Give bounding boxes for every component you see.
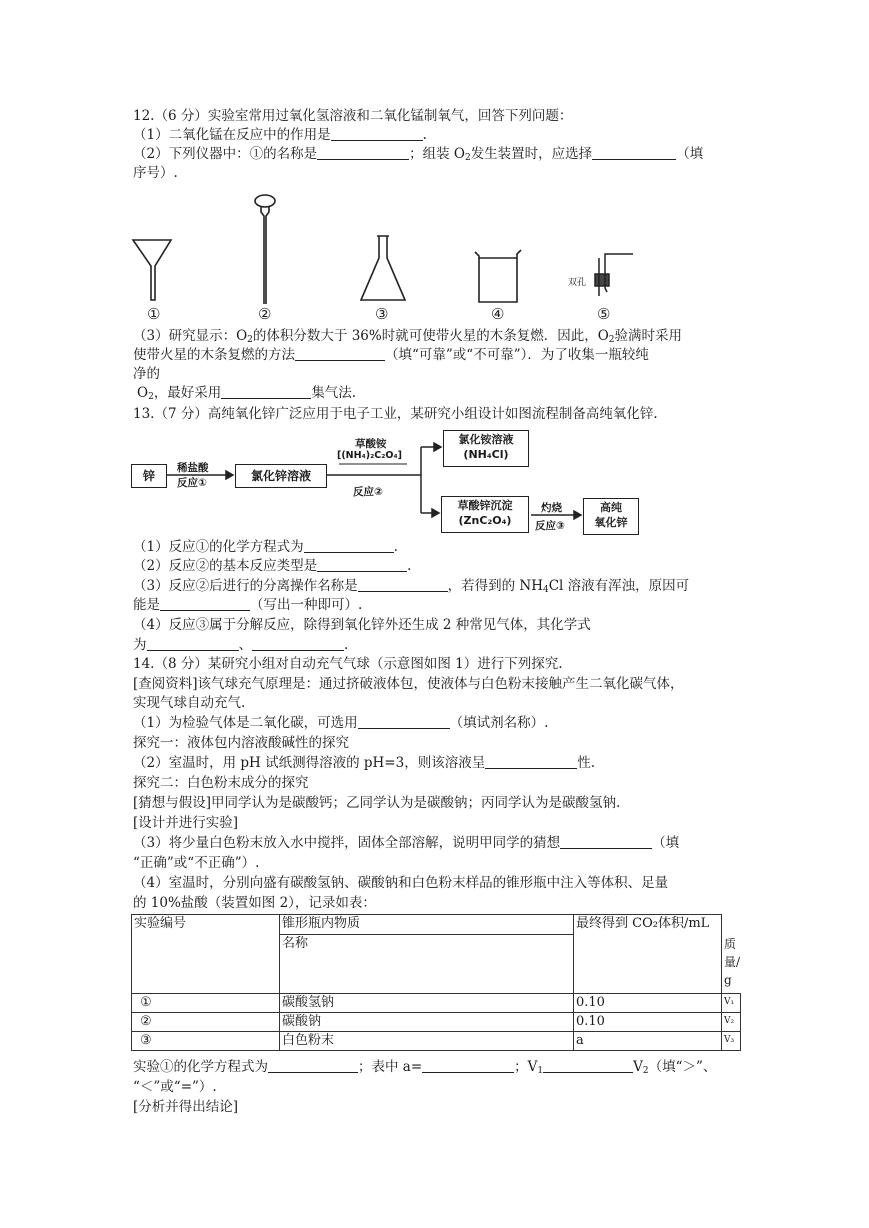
apparatus-figure (125, 188, 645, 333)
q14-p5-text: 实验①的化学方程式为 (133, 1059, 268, 1075)
q14-guess (133, 794, 620, 812)
q12-p2-blank2[interactable] (592, 145, 676, 160)
stopper-label: 双孔 (568, 278, 587, 288)
q13-p4-blank2[interactable] (252, 636, 344, 651)
row3-no: ③ (132, 1032, 280, 1051)
flow-zno2: 氧化锌 (594, 516, 628, 529)
row3-mass: a (574, 1032, 722, 1051)
flow-zncl2-box: 氯化锌溶液 (235, 464, 327, 488)
q13-part2 (133, 557, 411, 575)
q13-p4-text: （4）反应③属于分解反应，除得到氧化锌外还生成 2 种常见气体，其化学式 (133, 617, 591, 633)
q12-p3-text9: 集气法. (311, 385, 357, 401)
q14-p5-text4: V (633, 1059, 643, 1075)
flow-arrows (131, 430, 651, 540)
q13-p3-sub: 4 (542, 585, 549, 595)
q12-part2 (133, 145, 703, 167)
flow-znc2o4-formula: (ZnC₂O₄) (458, 514, 512, 527)
beaker-icon (475, 250, 521, 302)
q12-p2-text3: 发生装置时，应选择 (470, 146, 593, 162)
q14-analysis (133, 1098, 238, 1116)
flowchart (131, 430, 651, 540)
q12-p2-sub: 2 (464, 153, 471, 163)
q14-part4 (133, 874, 668, 892)
q12-p2-text5: 序号）. (133, 165, 178, 181)
th-flask-substance: 锥形瓶内物质 (280, 915, 574, 935)
q13-stem-text: 13.（7 分）高纯氧化锌广泛应用于电子工业，某研究小组设计如图流程制备高纯氧化锌. (133, 406, 658, 422)
q13-p3-blank1[interactable] (358, 577, 448, 592)
q12-p2-text4: （填 (676, 146, 704, 162)
q13-p4-text3: 、 (238, 637, 252, 653)
label-4: ④ (491, 305, 505, 323)
flow-nh4cl-formula: (NH₄Cl) (463, 448, 509, 461)
q14-ex2-text: 探究二：白色粉末成分的探究 (133, 775, 309, 791)
q12-part3-cont2 (133, 365, 160, 383)
q12-p3-text3: 验满时采用 (614, 328, 683, 344)
q14-p5-text3: ；V (514, 1059, 538, 1075)
q13-p3-text4: 能是 (133, 597, 160, 613)
q13-p2-blank[interactable] (317, 557, 407, 572)
flow-nh4cl: 氯化铵溶液 (458, 433, 514, 446)
conical-flask-icon (361, 236, 405, 300)
q14-info2-text: 实现气球自动充气. (133, 695, 246, 711)
q14-p4-text: （4）室温时，分别向盛有碳酸氢钠、碳酸钠和白色粉末样品的锥形瓶中注入等体积、足量 (133, 875, 669, 891)
q14-p5-text6: “＜”或“=”）. (133, 1079, 217, 1095)
q12-p3-text7: O (137, 385, 149, 401)
results-table (131, 914, 741, 1051)
q14-p5-blank3[interactable] (543, 1058, 633, 1073)
q14-p1-blank[interactable] (358, 714, 450, 729)
row2-vol: V₂ (722, 1013, 741, 1032)
row3-vol: V₃ (722, 1032, 741, 1051)
th-exp-no: 实验编号 (132, 915, 280, 994)
row3-name: 白色粉末 (280, 1032, 574, 1051)
two-hole-stopper-icon (595, 254, 633, 296)
q13-p1-blank[interactable] (304, 538, 394, 553)
q13-p4-end: . (344, 637, 349, 653)
label-2: ② (258, 305, 272, 323)
q12-p2-text2: ；组装 O (409, 146, 465, 162)
q14-p1-end: （填试剂名称）. (449, 715, 549, 731)
q14-p3-text: （3）将少量白色粉末放入水中搅拌，固体全部溶解，说明甲同学的猜想 (133, 835, 561, 851)
q12-part2-cont (133, 164, 178, 182)
q12-p2-text: （2）下列仪器中：①的名称是 (133, 146, 318, 162)
q12-p2-blank1[interactable] (317, 145, 409, 160)
q14-p5-text5: （填“＞”、 (648, 1059, 717, 1075)
q13-part4-cont (133, 636, 348, 654)
q12-p3-sub3: 2 (148, 392, 154, 402)
q14-p2-end: 性. (577, 755, 595, 771)
q13-p3-text5: （写出一种即可）. (250, 597, 363, 613)
q14-info1-text: [查阅资料]该气球充气原理是：通过挤破液体包，使液体与白色粉末接触产生二氧化碳气体， (133, 676, 684, 692)
q14-part3-cont (133, 854, 259, 872)
q12-p3-text5: （填“可靠”或“不可靠”）．为了收集一瓶较纯 (385, 347, 649, 363)
th-mass: 质量/g (722, 915, 741, 994)
q14-part4-cont (133, 894, 376, 912)
q12-p1-text: （1）二氧化锰在反应中的作用是 (133, 127, 331, 143)
q13-p3-text2: ，若得到的 NH (447, 578, 543, 594)
q13-part1 (133, 538, 398, 556)
table-row (132, 1032, 741, 1051)
label-3: ③ (375, 305, 389, 323)
row1-mass: 0.10 (574, 994, 722, 1013)
q14-part3 (133, 834, 679, 852)
q14-ex1-text: 探究一：液体包内溶液酸碱性的探究 (133, 735, 349, 751)
q13-p4-blank1[interactable] (147, 636, 239, 651)
q14-part2 (133, 754, 595, 772)
q12-part1 (133, 126, 427, 144)
q12-p3-text6: 净的 (133, 366, 160, 382)
q14-p3-blank[interactable] (560, 834, 652, 849)
row1-vol: V₁ (722, 994, 741, 1013)
q14-explore1 (133, 734, 349, 752)
q14-p4-text2: 的 10%盐酸（装置如图 2），记录如表： (133, 895, 376, 911)
q13-p3-text3: Cl 溶液有浑浊，原因可 (548, 578, 690, 594)
q14-info1 (133, 675, 684, 693)
q12-part3-cont (133, 346, 649, 364)
flow-znc2o4: 草酸锌沉淀 (457, 499, 513, 512)
q14-p5-text2: ；表中 a= (358, 1059, 423, 1075)
table-row (132, 1013, 741, 1032)
q14-guess-text: [猜想与假设]甲同学认为是碳酸钙；乙同学认为是碳酸钠；丙同学认为是碳酸氢钠. (133, 795, 621, 811)
q12-p3-text2: 的体积分数大于 36%时就可使带火星的木条复燃．因此，O (252, 328, 609, 344)
q14-p5-sub1: 1 (537, 1066, 544, 1076)
q13-p2-end: . (407, 558, 412, 574)
flow-burn: 灼烧 (541, 502, 562, 514)
row2-mass: 0.10 (574, 1013, 722, 1032)
q12-p1-blank[interactable] (331, 126, 423, 141)
table-row (132, 994, 741, 1013)
flow-r1: 反应① (177, 477, 207, 489)
flow-zno1: 高纯 (600, 501, 622, 514)
q13-p4-text2: 为 (133, 637, 147, 653)
q14-part5 (133, 1058, 716, 1080)
q14-p2-blank[interactable] (485, 754, 577, 769)
flow-r3: 反应③ (535, 520, 565, 532)
q14-p3-text3: “正确”或“不正确”）. (133, 855, 260, 871)
q12-p3-text: （3）研究显示：O (133, 328, 248, 344)
q12-p3-text4: 使带火星的木条复燃的方法 (133, 347, 295, 363)
row2-no: ② (132, 1013, 280, 1032)
flow-oxalate-formula: [(NH₄)₂C₂O₄] (337, 450, 402, 461)
label-5: ⑤ (597, 305, 611, 323)
q12-p3-sub2: 2 (608, 335, 615, 345)
q12-p3-blank2[interactable] (221, 384, 311, 399)
q14-design-text: [设计并进行实验] (133, 815, 239, 831)
row1-name: 碳酸氢钠 (280, 994, 574, 1013)
q13-p2-text: （2）反应②的基本反应类型是 (133, 558, 318, 574)
q14-p5-blank2[interactable] (422, 1058, 514, 1073)
label-1: ① (147, 305, 161, 323)
funnel-icon (133, 240, 171, 300)
q14-part5-cont (133, 1078, 217, 1096)
q14-explore2 (133, 774, 309, 792)
q13-p3-text: （3）反应②后进行的分离操作名称是 (133, 578, 358, 594)
q14-p5-blank1[interactable] (268, 1058, 358, 1073)
row1-no: ① (132, 994, 280, 1013)
q13-stem (133, 405, 658, 423)
q14-part1 (133, 714, 548, 732)
q12-stem (133, 107, 572, 125)
q14-p3-text2: （填 (652, 835, 680, 851)
q13-part3-cont (133, 596, 362, 614)
q12-p3-text8: ，最好采用 (153, 385, 222, 401)
q14-analysis-text: [分析并得出结论] (133, 1099, 239, 1115)
q13-p1-end: . (393, 539, 398, 555)
q12-p1-end: . (422, 127, 427, 143)
q14-p1-text: （1）为检验气体是二氧化碳，可选用 (133, 715, 358, 731)
row2-name: 碳酸钠 (280, 1013, 574, 1032)
q14-design (133, 814, 238, 832)
q14-info2 (133, 694, 245, 712)
q13-p3-blank2[interactable] (160, 596, 250, 611)
q12-part3-cont3 (137, 384, 356, 406)
q14-stem-text: 14.（8 分）某研究小组对自动充气气球（示意图如图 1）进行下列探究. (133, 656, 563, 672)
q14-stem (133, 655, 563, 673)
thistle-funnel-icon (255, 195, 275, 304)
flow-oxalate: 草酸铵 (355, 438, 387, 450)
th-name: 名称 (280, 935, 574, 994)
q12-stem-text: 12.（6 分）实验室常用过氧化氢溶液和二氧化锰制氧气，回答下列问题： (133, 108, 573, 124)
q14-p2-text: （2）室温时，用 pH 试纸测得溶液的 pH=3，则该溶液呈 (133, 755, 486, 771)
q12-p3-blank1[interactable] (295, 346, 385, 361)
q14-p5-sub2: 2 (642, 1066, 649, 1076)
flow-acid: 稀盐酸 (177, 462, 209, 474)
q12-p3-sub: 2 (247, 335, 253, 345)
flow-zinc-box: 锌 (131, 464, 167, 488)
q13-part4 (133, 616, 591, 634)
th-co2-volume: 最终得到 CO₂体积/mL (574, 915, 722, 994)
flow-r2: 反应② (353, 486, 383, 498)
q13-p1-text: （1）反应①的化学方程式为 (133, 539, 304, 555)
